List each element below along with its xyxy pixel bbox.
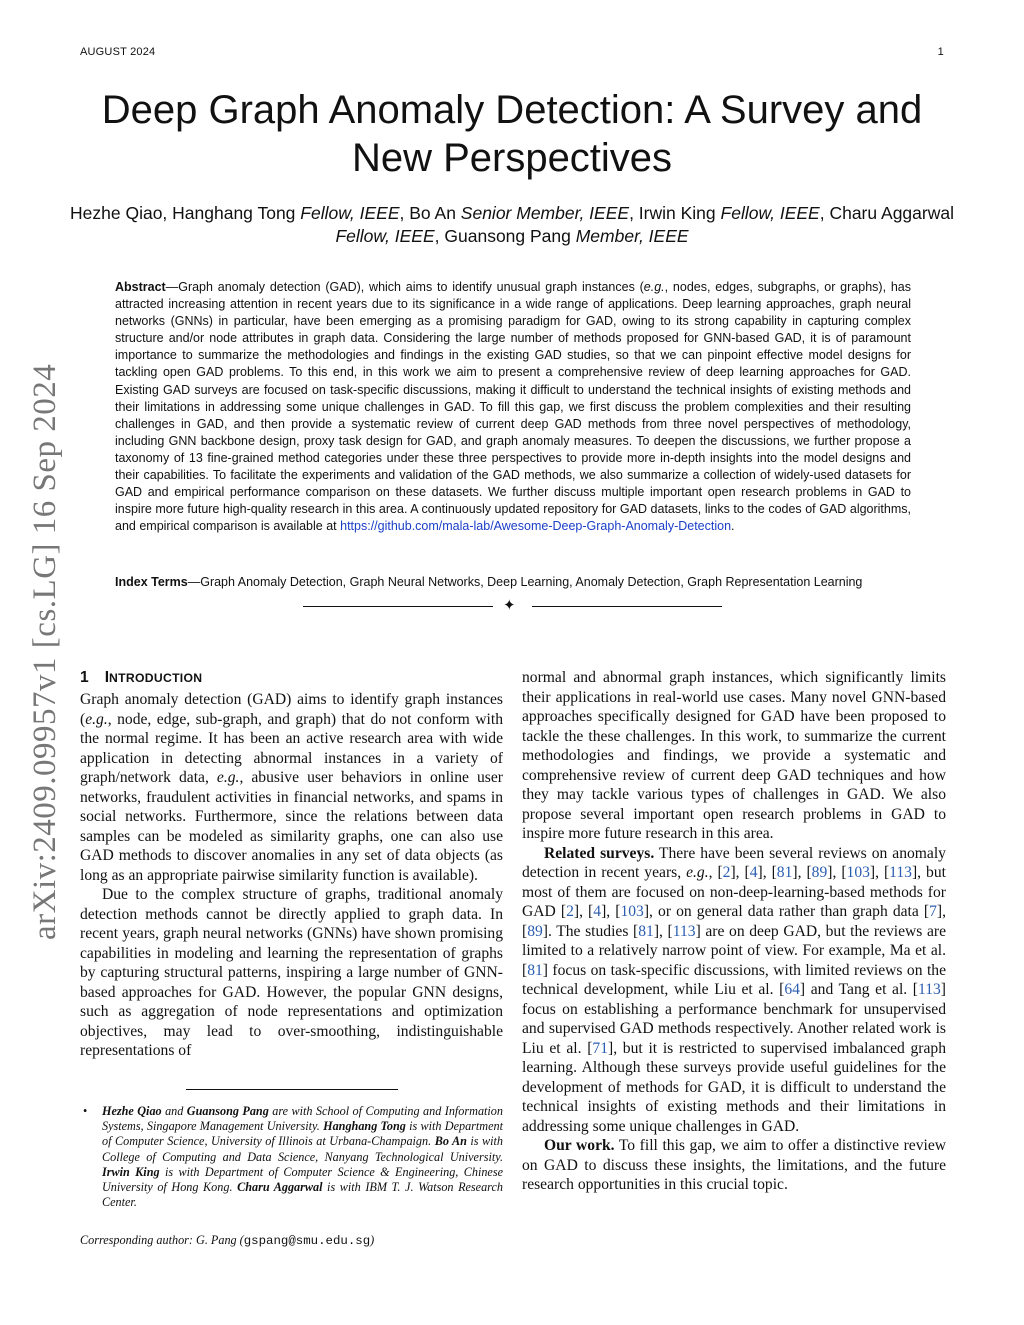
running-header-date: AUGUST 2024 <box>80 46 156 58</box>
citation-link[interactable]: 81 <box>527 961 543 979</box>
citation-link[interactable]: 81 <box>638 922 654 940</box>
author-name: Hezhe Qiao, Hanghang Tong <box>70 203 301 223</box>
arxiv-stamp: arXiv:2409.09957v1 [cs.LG] 16 Sep 2024 <box>27 363 63 940</box>
citation-link[interactable]: 2 <box>566 903 574 920</box>
citation-link[interactable]: 113 <box>889 864 912 881</box>
author-name: , Charu Aggarwal <box>819 203 954 223</box>
citation-link[interactable]: 7 <box>929 903 937 920</box>
citation-link[interactable]: 81 <box>776 864 793 881</box>
page-number: 1 <box>937 46 944 58</box>
paragraph: Due to the complex structure of graphs, traditional anomaly detection methods cannot be directly applied to graph data. In recent years, graph neural networks (GNNs) have shown promising capabilities in modeling and learning the representation of graphs by capturing structural patterns, inspiring a large number of GNN-based approaches for GAD. However, the popular GNN designs, such as aggregation of node representations and optimization objectives, may lead to over-smoothing, indistinguishable representations of <box>80 886 503 1059</box>
citation-link[interactable]: 113 <box>672 922 696 940</box>
abstract-text: —Graph anomaly detection (GAD), which aims to identify unusual graph instances ( <box>165 280 644 294</box>
author-name: , Irwin King <box>629 203 721 223</box>
citation-link[interactable]: 113 <box>917 981 941 998</box>
paragraph-our-work: Our work. To fill this gap, we aim to offer a distinctive review on GAD to discuss these insights, the limitations, and the future research opportunities in this crucial topic. <box>522 1137 947 1193</box>
paragraph-related-surveys: Related surveys. There have been several reviews on anomaly detection in recent years, e.g., [2], [4], [81], [89], [103], [113], but most of them are focused on non-deep-learning-based methods for GAD [2], [4], [103], or on general data rather than graph data [7], [89]. The studies [81], [113] are on deep GAD, but the reviews are limited to a relatively narrow point of view. For example, Ma et al. [81] focus on task-specific discussions, with limited reviews on the technical development, while Liu et al. [64] and Tang et al. [113] focus on establishing a performance benchmark for unsupervised and supervised GAD methods respectively. Another related work is Liu et al. [71], but it is restricted to supervised imbalanced graph learning. Although these surveys provide useful guidelines for the development of methods for GAD, it is difficult to understand the technical insights of existing methods and their limitations in addressing some unique challenges in GAD. <box>522 844 947 1135</box>
separator-diamond-icon: ✦ <box>503 598 516 614</box>
abstract-end: . <box>731 519 735 534</box>
paragraph-label: Related surveys. <box>544 844 655 862</box>
index-terms <box>115 574 911 591</box>
corresponding-author: Corresponding author: G. Pang (gspang@smu.edu.sg) <box>80 1233 375 1248</box>
paragraph-label: Our work. <box>544 1137 615 1154</box>
paragraph: normal and abnormal graph instances, which significantly limits their applications in real-world use cases. Many novel GNN-based approaches specifically designed for GAD have been proposed to tackle the these challenges. In this work, to summarize the current methodologies and findings, we provide a systematic and comprehensive review of current deep GAD techniques and how they may tackle various types of challenges in GAD. We also propose several important open research problems in GAD to inspire more future research in this area. <box>522 669 946 842</box>
bullet-icon: • <box>83 1104 88 1118</box>
paper-title: Deep Graph Anomaly Detection: A Survey and New Perspectives <box>101 88 923 180</box>
abstract-label: Abstract <box>115 280 166 294</box>
author-role: Senior Member, IEEE <box>460 203 630 223</box>
citation-link[interactable]: 64 <box>784 981 800 998</box>
author-role: Member, IEEE <box>575 226 689 246</box>
author-name: , Guansong Pang <box>434 226 576 246</box>
citation-link[interactable]: 4 <box>749 864 758 881</box>
citation-link[interactable]: 89 <box>527 922 543 940</box>
author-role: Fellow, IEEE <box>335 226 435 246</box>
section-number: 1 <box>80 669 89 686</box>
section-title-rest: NTRODUCTION <box>109 671 203 685</box>
section-heading <box>80 668 503 688</box>
index-terms-label: Index Terms <box>115 575 188 589</box>
citation-link[interactable]: 4 <box>593 903 602 920</box>
repository-link[interactable]: https://github.com/mala-lab/Awesome-Deep-Graph-Anomaly-Detection <box>340 519 732 534</box>
citation-link[interactable]: 103 <box>846 864 870 881</box>
author-list <box>70 202 954 248</box>
abstract-eg: e.g. <box>643 280 665 294</box>
left-column <box>80 668 503 1061</box>
abstract-text: , nodes, edges, subgraphs, or graphs), has attracted increasing attention in recent years due to its significance in a wide range of applications. Deep learning approaches, graph neural networks (GNNs) in particular, have been emerging as a promising paradigm for GAD, owing to its strong capability in capturing complex structure and/or node attributes in graph data. Considering the large number of methods proposed for GNN-based GAD, it is of paramount importance to summarize the methodologies and findings in the existing GAD studies, so that we can pinpoint effective model designs for tackling open GAD problems. To this end, in this work we aim to present a comprehensive review of deep learning approaches for GAD. Existing GAD surveys are focused on task-specific discussions, making it difficult to understand the technical insights of existing methods and their limitations in addressing some unique challenges in GAD. To fill this gap, we first discuss the problem complexities and their resulting challenges in GAD, and then provide a systematic review of current deep GAD methods from three novel perspectives of methodology, including GNN backbone design, proxy task design for GAD, and graph anomaly measures. To deepen the discussions, we further propose a taxonomy of 13 fine-grained method categories under these three perspectives to provide more in-depth insights into the model designs and their capabilities. To facilitate the experiments and validation of the GAD methods, we also summarize a collection of widely-used datasets for GAD and empirical performance comparison on these datasets. We further discuss multiple important open research problems in GAD to inspire more future high-quality research in this area. A continuously updated repository for GAD datasets, links to the codes of GAD algorithms, and empirical comparison is available at <box>115 280 911 534</box>
citation-link[interactable]: 2 <box>722 864 731 881</box>
author-role: Fellow, IEEE <box>720 203 820 223</box>
section-title-initial: I <box>104 669 110 686</box>
right-column <box>522 668 946 1195</box>
citation-link[interactable]: 103 <box>620 903 644 920</box>
index-terms-text: —Graph Anomaly Detection, Graph Neural Networks, Deep Learning, Anomaly Detection, Graph Representation Learning <box>187 575 863 589</box>
separator-line <box>303 606 493 607</box>
email-link[interactable]: gspang@smu.edu.sg <box>243 1234 371 1248</box>
citation-link[interactable]: 89 <box>811 864 828 881</box>
abstract <box>115 279 911 535</box>
separator-line <box>532 606 722 607</box>
author-name: , Bo An <box>399 203 461 223</box>
author-role: Fellow, IEEE <box>300 203 400 223</box>
citation-link[interactable]: 71 <box>592 1039 608 1057</box>
footnote-rule <box>186 1089 398 1090</box>
affiliation-footnote: • Hezhe Qiao and Guansong Pang are with School of Computing and Information Systems, Singapore Management University. Hanghang Tong is with Department of Computer Science, University of Illinois at Urbana-Champaign. Bo An is with College of Computing and Data Science, Nanyang Technological University. Irwin King is with Department of Computer Science & Engineering, Chinese University of Hong Kong. Charu Aggarwal is with IBM T. J. Watson Research Center. <box>83 1104 504 1210</box>
paragraph: Graph anomaly detection (GAD) aims to identify graph instances (e.g., node, edge, sub-graph, and graph) that do not conform with the normal regime. It has been an active research area with wide application in detecting abnormal instances in a variety of graph/network data, e.g., abusive user behaviors in online user networks, fraudulent activities in financial networks, and spams in social networks. Furthermore, since the relations between data samples can be modeled as similarity graphs, one can also use GAD methods to discover anomalies in any set of data objects (as long as an appropriate pairwise similarity function is available). <box>80 691 503 884</box>
